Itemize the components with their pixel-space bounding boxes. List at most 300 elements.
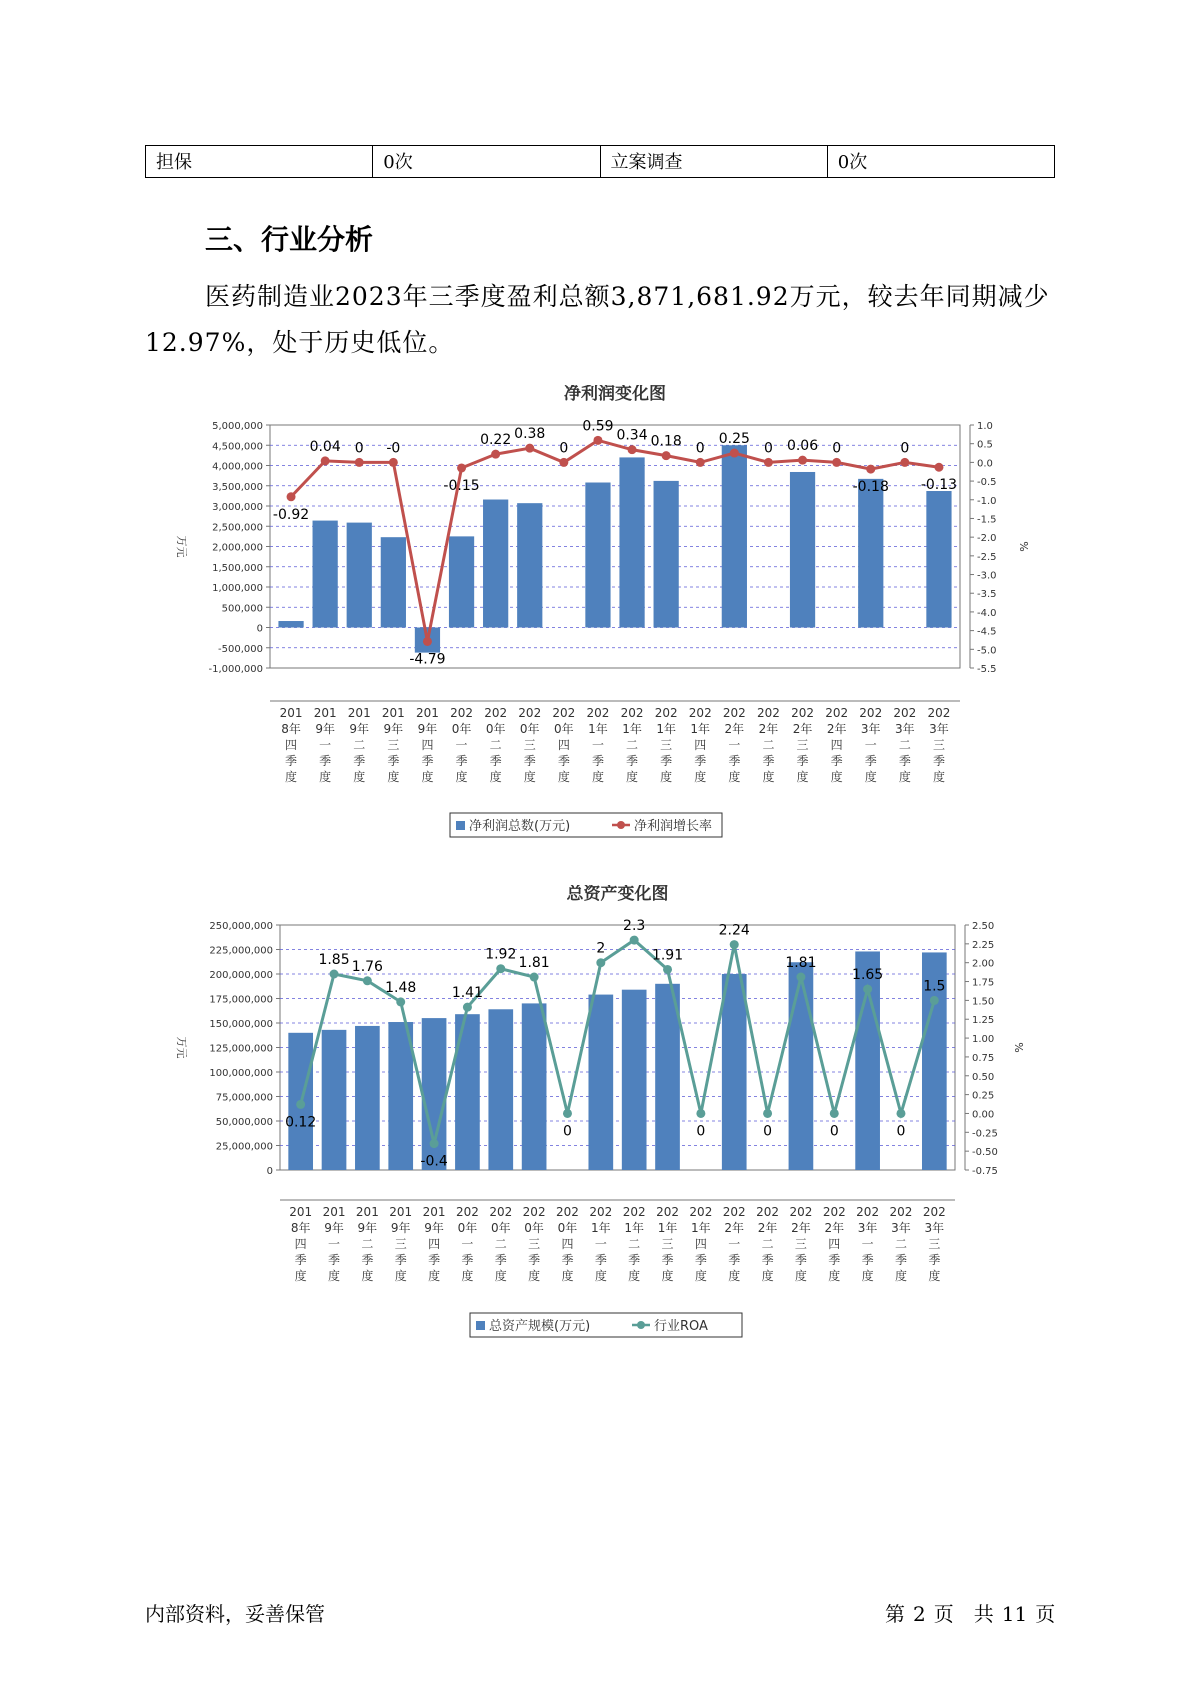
category-label: 3年	[891, 1221, 911, 1235]
data-label: 1.41	[451, 985, 484, 1002]
line-point	[355, 458, 364, 467]
category-label: 四	[421, 738, 434, 752]
line-point	[457, 463, 466, 472]
category-label: 季	[864, 754, 877, 768]
category-label: 202	[552, 706, 576, 720]
category-label: 202	[889, 1205, 913, 1219]
data-label: 2.24	[718, 922, 750, 939]
bar	[789, 962, 814, 1170]
category-label: 2年	[792, 722, 813, 736]
category-label: 202	[518, 706, 542, 720]
category-label: 季	[932, 754, 945, 768]
category-label: 季	[796, 754, 809, 768]
data-label: 1.48	[385, 979, 417, 996]
category-label: 度	[898, 770, 911, 784]
left-axis-title: 万元	[175, 535, 188, 558]
line-point	[796, 973, 805, 982]
category-label: 三	[794, 1237, 807, 1251]
left-tick-label: 50,000,000	[215, 1117, 273, 1128]
category-label: 202	[484, 706, 508, 720]
bar	[278, 621, 303, 627]
right-tick-label: 0.00	[972, 1109, 995, 1121]
category-label: 8年	[281, 722, 301, 736]
line-point	[930, 996, 939, 1005]
category-label: 9年	[349, 722, 370, 736]
category-label: 季	[894, 1253, 907, 1267]
category-label: 二	[361, 1237, 374, 1251]
bar	[619, 457, 644, 627]
left-tick-label: -1,000,000	[208, 664, 263, 675]
bar	[790, 472, 815, 628]
category-label: 202	[791, 706, 815, 720]
legend-line-label: 行业ROA	[654, 1319, 708, 1334]
left-tick-label: 225,000,000	[209, 945, 273, 957]
category-label: 季	[489, 754, 502, 768]
right-tick-label: 0.0	[977, 458, 993, 470]
data-label: 0	[559, 440, 569, 457]
category-label: 三	[528, 1237, 541, 1251]
category-label: 1年	[588, 722, 608, 736]
right-tick-label: -3.0	[977, 570, 997, 582]
data-label: 0.34	[616, 427, 648, 444]
line-point	[663, 965, 672, 974]
category-label: 1年	[657, 1221, 678, 1235]
category-label: 202	[689, 1205, 713, 1219]
category-label: 201	[389, 1205, 413, 1219]
bar	[322, 1030, 347, 1170]
category-label: 0年	[554, 722, 574, 736]
line-point	[696, 458, 705, 467]
data-label: 0	[896, 1123, 906, 1140]
left-tick-label: 175,000,000	[209, 994, 273, 1006]
category-label: 二	[494, 1237, 507, 1251]
category-label: 2年	[757, 1221, 778, 1235]
bar	[355, 1026, 380, 1170]
category-label: 度	[455, 770, 468, 784]
data-label: 1.5	[923, 978, 946, 995]
left-tick-label: 1,500,000	[212, 562, 263, 574]
right-tick-label: 1.75	[972, 977, 995, 989]
right-tick-label: -5.5	[977, 664, 997, 675]
line-point	[764, 458, 773, 467]
right-tick-label: -1.0	[977, 495, 997, 507]
category-label: 202	[893, 706, 917, 720]
category-label: 202	[688, 706, 712, 720]
right-tick-label: -1.5	[977, 514, 997, 526]
data-label: -0.4	[420, 1153, 448, 1170]
category-label: 季	[761, 1253, 774, 1267]
category-label: 季	[294, 1253, 307, 1267]
category-label: 季	[728, 754, 741, 768]
category-label: 四	[428, 1237, 441, 1251]
right-tick-label: 2.50	[972, 921, 995, 932]
total-assets-chart	[170, 885, 1040, 1345]
right-axis-title: %	[1012, 1042, 1025, 1053]
line-point	[296, 1100, 305, 1109]
category-label: 季	[794, 1253, 807, 1267]
category-label: 度	[861, 1269, 874, 1283]
category-label: 9年	[390, 1221, 411, 1235]
category-label: 0年	[485, 722, 506, 736]
line-point	[830, 1109, 839, 1118]
category-label: 度	[461, 1269, 474, 1283]
legend-bar-label: 净利润总数(万元)	[469, 819, 571, 834]
right-tick-label: 1.00	[972, 1034, 995, 1046]
category-label: 一	[455, 738, 468, 752]
category-label: 度	[394, 1269, 407, 1283]
left-tick-label: 0	[256, 623, 263, 635]
category-label: 一	[728, 738, 741, 752]
data-label: 0.25	[718, 431, 750, 448]
category-label: 度	[594, 1269, 607, 1283]
category-label: 201	[355, 1205, 379, 1219]
category-label: 202	[789, 1205, 813, 1219]
category-label: 一	[861, 1237, 874, 1251]
data-label: 0	[696, 1123, 706, 1140]
category-label: 四	[694, 1237, 707, 1251]
category-label: 8年	[290, 1221, 311, 1235]
category-label: 度	[694, 1269, 707, 1283]
category-label: 季	[394, 1253, 407, 1267]
bar	[722, 974, 747, 1170]
category-label: 9年	[324, 1221, 344, 1235]
category-label: 季	[626, 754, 639, 768]
category-label: 3年	[857, 1221, 878, 1235]
category-label: 0年	[457, 1221, 478, 1235]
line-point	[530, 973, 539, 982]
data-label: 1.92	[485, 946, 517, 963]
left-tick-label: 0	[266, 1166, 273, 1177]
category-label: 度	[494, 1269, 507, 1283]
category-label: 季	[353, 754, 366, 768]
data-label: 1.81	[785, 955, 817, 972]
left-tick-label: 1,000,000	[212, 583, 263, 594]
chart-title: 总资产变化图	[566, 885, 669, 904]
bar	[488, 1009, 513, 1170]
table-cell-guarantee-value: 0次	[373, 146, 600, 178]
right-tick-label: -0.75	[972, 1166, 998, 1177]
line-point	[525, 444, 534, 453]
line-point	[496, 964, 505, 973]
category-label: 202	[722, 706, 746, 720]
category-label: 1年	[690, 722, 711, 736]
category-label: 度	[660, 770, 673, 784]
category-label: 季	[828, 1253, 841, 1267]
data-label: 0.22	[480, 432, 512, 449]
category-label: 三	[523, 738, 536, 752]
line-point	[396, 997, 405, 1006]
category-label: 度	[894, 1269, 907, 1283]
category-label: 度	[285, 770, 298, 784]
category-label: 度	[928, 1269, 941, 1283]
category-label: 201	[279, 706, 303, 720]
category-label: 一	[461, 1237, 474, 1251]
bar	[588, 995, 613, 1170]
data-label: -0.92	[272, 506, 310, 523]
right-tick-label: -0.25	[972, 1128, 998, 1140]
category-label: 度	[294, 1269, 307, 1283]
line-point	[863, 985, 872, 994]
legend-bar-label: 总资产规模(万元)	[489, 1319, 591, 1334]
table-cell-investigation-label: 立案调查	[600, 146, 827, 178]
category-label: 1年	[691, 1221, 711, 1235]
footer-page-suffix: 页	[1035, 1602, 1056, 1626]
category-label: 度	[361, 1269, 374, 1283]
category-label: 季	[523, 754, 536, 768]
line-point	[559, 458, 568, 467]
category-label: 度	[591, 770, 604, 784]
line-point	[900, 458, 909, 467]
right-tick-label: 0.5	[977, 439, 993, 451]
category-label: 一	[864, 738, 877, 752]
line-point	[934, 463, 943, 472]
category-label: 季	[361, 1253, 374, 1267]
category-label: 201	[415, 706, 439, 720]
category-label: 度	[489, 770, 502, 784]
category-label: 度	[932, 770, 945, 784]
net-profit-chart-svg	[170, 385, 1040, 845]
category-label: 202	[556, 1205, 579, 1219]
category-label: 季	[528, 1253, 541, 1267]
data-label: 0.04	[309, 438, 341, 455]
category-label: 四	[830, 738, 843, 752]
category-label: 度	[319, 770, 332, 784]
left-tick-label: 3,500,000	[212, 481, 263, 493]
data-label: 0	[829, 1123, 839, 1140]
section-paragraph: 医药制造业2023年三季度盈利总额3,871,681.92万元，较去年同期减少12.97%，处于历史低位。	[145, 282, 1050, 357]
category-label: 季	[728, 1253, 741, 1267]
category-label: 二	[353, 738, 366, 752]
category-label: 202	[489, 1205, 513, 1219]
category-label: 9年	[383, 722, 404, 736]
bar	[622, 990, 647, 1170]
category-label: 1年	[624, 1221, 644, 1235]
category-label: 201	[313, 706, 337, 720]
category-label: 二	[894, 1237, 907, 1251]
left-tick-label: 2,500,000	[212, 522, 263, 534]
category-label: 季	[594, 1253, 607, 1267]
right-tick-label: -4.5	[977, 626, 997, 638]
category-label: 1年	[591, 1221, 611, 1235]
category-label: 三	[796, 738, 809, 752]
legend-line-label: 净利润增长率	[634, 819, 713, 834]
category-label: 三	[932, 738, 945, 752]
left-tick-label: 250,000,000	[209, 921, 273, 932]
bar	[381, 537, 406, 627]
category-label: 0年	[557, 1221, 578, 1235]
line-point	[321, 456, 330, 465]
category-label: 202	[722, 1205, 746, 1219]
bar	[722, 445, 747, 627]
category-label: 3年	[924, 1221, 945, 1235]
category-label: 度	[762, 770, 775, 784]
category-label: 季	[561, 1253, 574, 1267]
category-label: 3年	[860, 722, 881, 736]
line-point	[463, 1003, 472, 1012]
left-tick-label: 3,000,000	[212, 502, 263, 513]
category-label: 度	[387, 770, 400, 784]
line-point	[287, 492, 296, 501]
category-label: 二	[762, 738, 775, 752]
net-profit-chart	[170, 385, 1040, 845]
category-label: 度	[523, 770, 536, 784]
category-label: 1年	[656, 722, 676, 736]
line-point	[330, 970, 339, 979]
category-label: 度	[864, 770, 877, 784]
category-label: 3年	[929, 722, 949, 736]
category-label: 202	[859, 706, 883, 720]
category-label: 三	[394, 1237, 407, 1251]
category-label: 季	[461, 1253, 474, 1267]
category-label: 季	[762, 754, 775, 768]
right-tick-label: 2.00	[972, 958, 995, 970]
left-tick-label: 5,000,000	[212, 421, 263, 432]
right-tick-label: 1.50	[972, 996, 995, 1008]
category-label: 9年	[315, 722, 335, 736]
data-label: 1.91	[651, 947, 684, 964]
category-label: 9年	[424, 1221, 444, 1235]
category-label: 0年	[519, 722, 540, 736]
category-label: 二	[898, 738, 911, 752]
category-label: 度	[421, 770, 434, 784]
category-label: 201	[347, 706, 371, 720]
category-label: 四	[285, 738, 298, 752]
data-label: 1.65	[852, 967, 884, 984]
category-label: 202	[822, 1205, 846, 1219]
category-label: 季	[830, 754, 843, 768]
data-label: 2.3	[623, 918, 646, 935]
category-label: 季	[421, 754, 434, 768]
right-tick-label: -0.50	[972, 1147, 998, 1159]
right-axis-title: %	[1017, 541, 1030, 552]
data-label: -0.13	[920, 477, 958, 494]
category-label: 202	[922, 1205, 946, 1219]
category-label: 202	[455, 1205, 479, 1219]
right-tick-label: -0.5	[977, 477, 997, 489]
category-label: 二	[628, 1237, 641, 1251]
category-label: 三	[661, 1237, 674, 1251]
category-label: 9年	[417, 722, 438, 736]
footer-page-number: 2	[913, 1602, 926, 1626]
data-label: 0	[354, 440, 364, 457]
data-label: 0	[695, 440, 705, 457]
category-label: 二	[626, 738, 639, 752]
line-point	[563, 1109, 572, 1118]
line-point	[832, 458, 841, 467]
line-point	[730, 449, 739, 458]
right-tick-label: 0.75	[972, 1052, 995, 1064]
category-label: 季	[428, 1253, 441, 1267]
line-point	[696, 1109, 705, 1118]
category-label: 度	[728, 770, 741, 784]
category-label: 202	[756, 1205, 780, 1219]
category-label: 9年	[357, 1221, 378, 1235]
data-label: 1.76	[351, 958, 383, 975]
legend-bar-swatch	[456, 821, 465, 830]
data-label: 1.81	[518, 955, 550, 972]
category-label: 一	[591, 738, 604, 752]
category-label: 三	[387, 738, 400, 752]
line-point	[896, 1109, 905, 1118]
category-label: 季	[928, 1253, 941, 1267]
category-label: 度	[428, 1269, 441, 1283]
legend-line-marker	[637, 1321, 645, 1329]
category-label: 202	[654, 706, 678, 720]
left-tick-label: 4,500,000	[212, 441, 263, 453]
data-label: 0	[763, 1123, 773, 1140]
right-tick-label: 0.25	[972, 1090, 995, 1102]
category-label: 度	[728, 1269, 741, 1283]
category-label: 0年	[524, 1221, 544, 1235]
category-label: 202	[522, 1205, 546, 1219]
category-label: 201	[322, 1205, 346, 1219]
category-label: 度	[661, 1269, 674, 1283]
left-tick-label: 125,000,000	[209, 1043, 273, 1055]
category-label: 202	[756, 706, 780, 720]
bar	[313, 521, 338, 628]
category-label: 四	[557, 738, 570, 752]
right-tick-label: 1.25	[972, 1015, 995, 1027]
category-label: 度	[794, 1269, 807, 1283]
left-tick-label: 75,000,000	[215, 1092, 273, 1104]
table-cell-guarantee-label: 担保	[146, 146, 373, 178]
right-tick-label: -2.0	[977, 533, 997, 545]
line-point	[730, 940, 739, 949]
category-label: 度	[561, 1269, 574, 1283]
category-label: 1年	[622, 722, 642, 736]
right-tick-label: 2.25	[972, 939, 995, 951]
category-label: 季	[494, 1253, 507, 1267]
bar	[483, 500, 508, 628]
category-label: 季	[628, 1253, 641, 1267]
section-title: 三、行业分析	[205, 223, 374, 256]
category-label: 202	[586, 706, 610, 720]
category-label: 202	[656, 1205, 679, 1219]
category-label: 2年	[758, 722, 779, 736]
line-point	[430, 1139, 439, 1148]
line-point	[630, 936, 639, 945]
line-point	[423, 637, 432, 646]
category-label: 季	[557, 754, 570, 768]
category-label: 季	[285, 754, 298, 768]
category-label: 季	[319, 754, 332, 768]
category-label: 季	[694, 1253, 707, 1267]
category-label: 度	[353, 770, 366, 784]
category-label: 度	[557, 770, 570, 784]
total-assets-chart-svg	[170, 885, 1040, 1345]
data-label: 0.18	[650, 433, 682, 450]
data-label: 0	[832, 440, 842, 457]
category-label: 度	[528, 1269, 541, 1283]
line-point	[596, 958, 605, 967]
data-label: 0	[563, 1123, 572, 1140]
category-label: 季	[861, 1253, 874, 1267]
footer-page-prefix: 第	[885, 1602, 905, 1626]
legend-bar-swatch	[476, 1321, 485, 1330]
data-label: 2	[596, 940, 606, 957]
category-label: 2年	[724, 722, 745, 736]
category-label: 3年	[895, 722, 915, 736]
category-label: 一	[328, 1237, 341, 1251]
category-label: 二	[489, 738, 502, 752]
chart-title: 净利润变化图	[564, 385, 666, 404]
left-axis-title: 万元	[175, 1036, 188, 1059]
line-point	[798, 456, 807, 465]
data-label: 0.12	[285, 1114, 317, 1131]
data-label: 0.06	[786, 438, 819, 455]
right-tick-label: -3.5	[977, 589, 997, 601]
category-label: 度	[694, 770, 707, 784]
